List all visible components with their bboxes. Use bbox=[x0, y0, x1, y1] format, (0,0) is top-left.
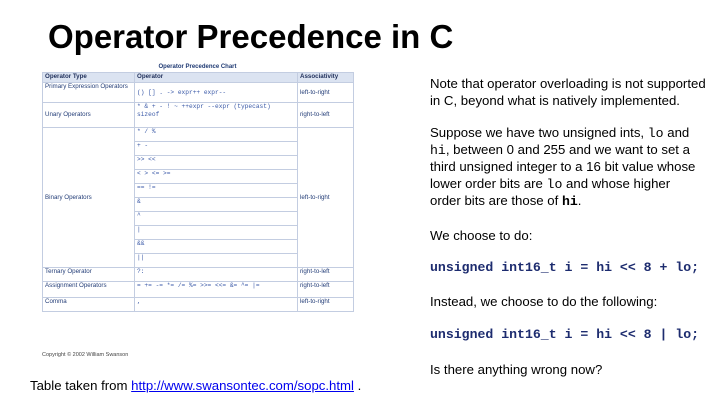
row-type: Unary Operators bbox=[43, 103, 135, 128]
table-row bbox=[43, 128, 354, 142]
precedence-chart bbox=[42, 64, 353, 358]
header-operator: Operator bbox=[135, 73, 298, 83]
row-operators: >> << bbox=[135, 156, 298, 170]
row-operators: ^ bbox=[135, 212, 298, 226]
row-operators: == != bbox=[135, 184, 298, 198]
note-text: . bbox=[577, 193, 582, 208]
row-type: Primary Expression Operators bbox=[43, 83, 135, 103]
note-line bbox=[430, 193, 581, 211]
table-row bbox=[43, 83, 354, 103]
note-line bbox=[430, 142, 690, 160]
note-line: Note that operator overloading is not supported bbox=[430, 76, 706, 91]
table-row bbox=[43, 103, 354, 128]
note-text: and whose higher bbox=[562, 176, 671, 191]
source-link[interactable]: http://www.swansontec.com/sopc.html bbox=[131, 378, 354, 393]
chart-title: Operator Precedence Chart bbox=[158, 64, 237, 70]
table-row bbox=[43, 268, 354, 282]
row-operators-line: sizeof bbox=[137, 111, 160, 118]
table-header-row bbox=[43, 73, 354, 83]
row-operators: || bbox=[135, 254, 298, 268]
var-hi: hi bbox=[561, 194, 578, 209]
note-text: order bits are those of bbox=[430, 193, 562, 208]
note-line bbox=[430, 125, 689, 143]
note-text: and bbox=[663, 125, 690, 140]
row-associativity: left-to-right bbox=[298, 83, 354, 103]
note-text: Suppose we have two unsigned ints, bbox=[430, 125, 648, 140]
note-line: third unsigned integer to a 16 bit value whose bbox=[430, 159, 696, 174]
chart-copyright: Copyright © 2002 William Swanson bbox=[42, 352, 129, 358]
header-operator-type: Operator Type bbox=[43, 73, 135, 83]
row-operators: () [] . -> expr++ expr-- bbox=[135, 83, 298, 103]
note-text: , between 0 and 255 and we want to set a bbox=[445, 142, 690, 157]
row-operators: && bbox=[135, 240, 298, 254]
footer-credit bbox=[30, 378, 361, 393]
row-operators-line: * & + - ! ~ ++expr --expr (typecast) bbox=[137, 103, 271, 110]
row-operators: = += -= *= /= %= >>= <<= &= ^= |= bbox=[135, 282, 298, 298]
table-row bbox=[43, 298, 354, 312]
row-associativity: right-to-left bbox=[298, 282, 354, 298]
note-text: lower order bits are bbox=[430, 176, 547, 191]
note-line: Instead, we choose to do the following: bbox=[430, 294, 658, 309]
footer-suffix: . bbox=[353, 378, 362, 393]
note-line: in C, beyond what is natively implemented. bbox=[430, 93, 680, 108]
row-type: Comma bbox=[43, 298, 135, 312]
note-line: Is there anything wrong now? bbox=[430, 362, 603, 377]
row-associativity: left-to-right bbox=[298, 298, 354, 312]
row-associativity: left-to-right bbox=[298, 128, 354, 268]
row-operators: * / % bbox=[135, 128, 298, 142]
note-line bbox=[430, 176, 670, 194]
footer-prefix: Table taken from bbox=[30, 378, 132, 393]
row-type: Binary Operators bbox=[43, 128, 135, 268]
row-operators bbox=[135, 103, 298, 128]
row-operators: , bbox=[135, 298, 298, 312]
code-line-2: unsigned int16_t i = hi << 8 | lo; bbox=[430, 327, 700, 342]
var-hi: hi bbox=[430, 143, 446, 158]
note-line: We choose to do: bbox=[430, 228, 533, 243]
row-operators: | bbox=[135, 226, 298, 240]
row-associativity: right-to-left bbox=[298, 268, 354, 282]
var-lo: lo bbox=[647, 126, 664, 141]
row-type: Ternary Operator bbox=[43, 268, 135, 282]
row-operators: < > <= >= bbox=[135, 170, 298, 184]
row-operators: ?: bbox=[135, 268, 298, 282]
row-operators: + - bbox=[135, 142, 298, 156]
var-lo: lo bbox=[546, 177, 563, 192]
code-line-1: unsigned int16_t i = hi << 8 + lo; bbox=[430, 260, 700, 275]
precedence-table bbox=[42, 72, 354, 312]
row-type: Assignment Operators bbox=[43, 282, 135, 298]
table-row bbox=[43, 282, 354, 298]
slide-title: Operator Precedence in C bbox=[48, 18, 454, 55]
row-operators: & bbox=[135, 198, 298, 212]
row-associativity: right-to-left bbox=[298, 103, 354, 128]
header-associativity: Associativity bbox=[298, 73, 354, 83]
